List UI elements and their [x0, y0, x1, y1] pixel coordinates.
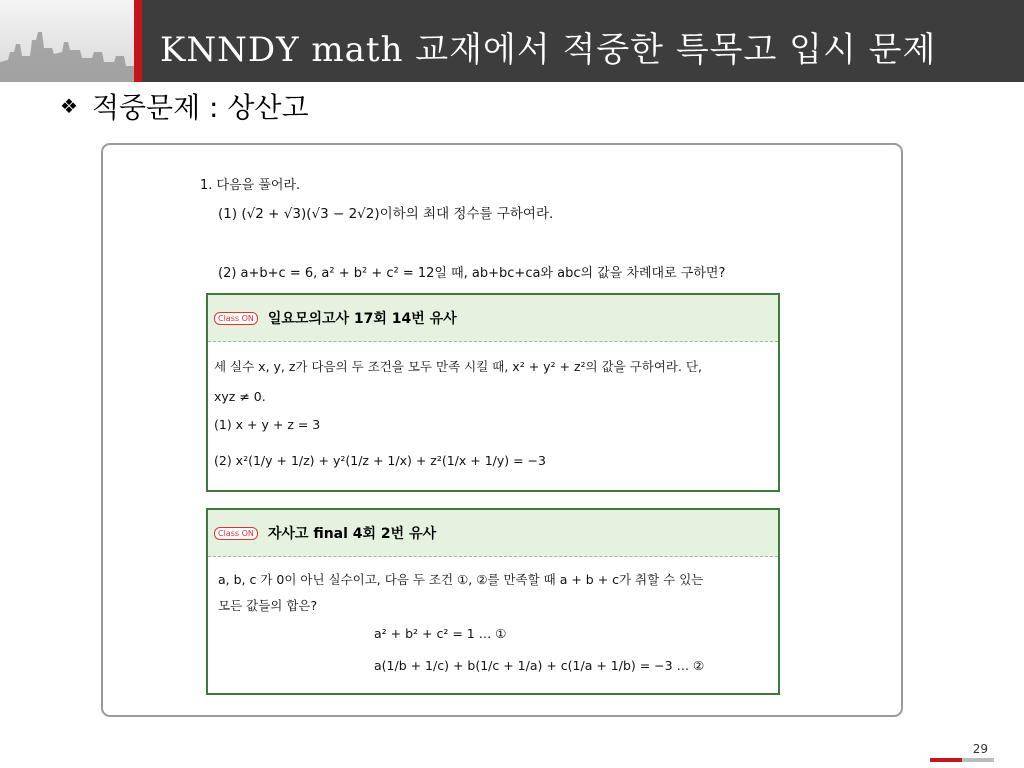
- similar-problem-box-2: [206, 508, 780, 695]
- four-diamond-icon: ❖: [60, 94, 78, 118]
- city-skyline-image: [0, 0, 140, 82]
- box-text-2: xyz ≠ 0.: [214, 389, 266, 404]
- box-text-4: a(1/b + 1/c) + b(1/c + 1/a) + c(1/a + 1/b) = −3 … ②: [374, 658, 705, 673]
- box-header: [208, 510, 778, 557]
- page-number-underline: [930, 758, 994, 762]
- problem-line-1: 1. 다음을 풀어라.: [200, 178, 301, 193]
- box-text-2: 모든 값들의 합은?: [218, 598, 318, 613]
- accent-strip: [134, 0, 142, 82]
- slide-title: KNNDY math 교재에서 적중한 특목고 입시 문제: [160, 30, 937, 70]
- box-text-3: (1) x + y + z = 3: [214, 417, 321, 432]
- bullet-text: 적중문제 : 상산고: [91, 91, 309, 124]
- box-text-3: a² + b² + c² = 1 … ①: [374, 626, 507, 641]
- box-title: 일요모의고사 17회 14번 유사: [267, 311, 457, 327]
- page-number: 29: [972, 742, 988, 756]
- class-on-badge: Class ON: [214, 312, 258, 325]
- box-title: 자사고 final 4회 2번 유사: [267, 526, 437, 542]
- bullet-heading: [60, 86, 309, 126]
- problem-line-2: (1) (√2 + √3)(√3 − 2√2)이하의 최대 정수를 구하여라.: [218, 206, 554, 222]
- box-text-1: 세 실수 x, y, z가 다음의 두 조건을 모두 만족 시킬 때, x² + y² + z²의 값을 구하여라. 단,: [214, 359, 703, 374]
- box-text-1: a, b, c 가 0이 아닌 실수이고, 다음 두 조건 ①, ②를 만족할 때 a + b + c가 취할 수 있는: [218, 572, 704, 587]
- problem-line-3: (2) a+b+c = 6, a² + b² + c² = 12일 때, ab+bc+ca와 abc의 값을 차례대로 구하면?: [218, 266, 726, 281]
- class-on-badge: Class ON: [214, 527, 258, 540]
- box-header: [208, 295, 778, 342]
- box-text-4: (2) x²(1/y + 1/z) + y²(1/z + 1/x) + z²(1/x + 1/y) = −3: [214, 453, 546, 468]
- similar-problem-box-1: [206, 293, 780, 492]
